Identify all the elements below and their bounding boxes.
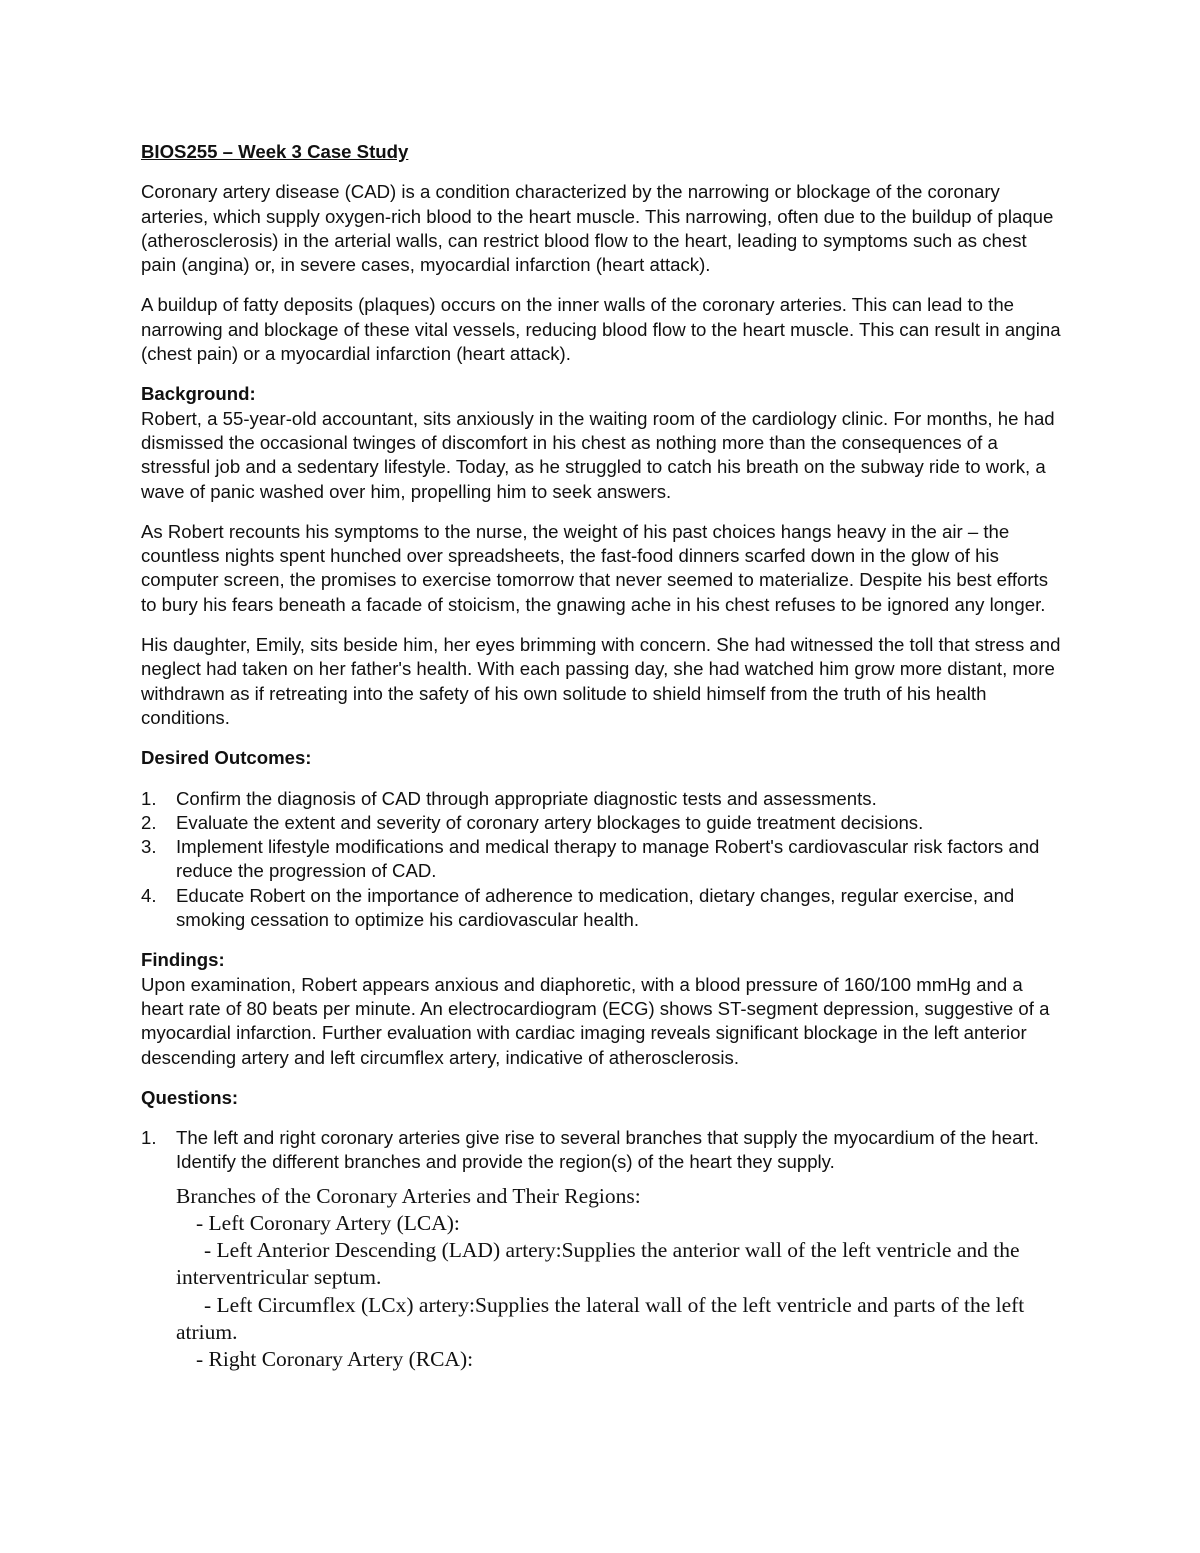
answer-block <box>176 1183 1066 1373</box>
outcome-text: Educate Robert on the importance of adherence to medication, dietary changes, regular exercise, and smoking cessation to optimize his cardiovascular health. <box>176 884 1015 931</box>
answer-title: Branches of the Coronary Arteries and Their Regions: <box>176 1183 641 1208</box>
outcome-text: Confirm the diagnosis of CAD through appropriate diagnostic tests and assessments. <box>176 787 877 809</box>
document-page <box>141 140 1066 1373</box>
questions-list <box>141 1126 1066 1175</box>
outcome-item <box>141 884 1066 933</box>
findings-paragraph: Upon examination, Robert appears anxious and diaphoretic, with a blood pressure of 160/100 mmHg and a heart rate of 80 beats per minute. An electrocardiogram (ECG) shows ST-segment depression, suggestive of a myocardial infarction. Further evaluation with cardiac imaging reveals significant blockage in the left anterior descending artery and left circumflex artery, indicative of atherosclerosis. <box>141 973 1050 1068</box>
questions-heading: Questions: <box>141 1086 239 1108</box>
answer-lcx <box>176 1292 1066 1346</box>
outcome-number: 1. <box>141 787 157 809</box>
question-text: The left and right coronary arteries give rise to several branches that supply the myocardium of the heart. Identify the different branches and provide the region(s) of the heart they supply. <box>176 1127 1039 1173</box>
outcome-item <box>141 835 1066 884</box>
outcome-number: 2. <box>141 811 157 833</box>
answer-lca: - Left Coronary Artery (LCA): <box>196 1210 460 1235</box>
background-paragraph-1: Robert, a 55-year-old accountant, sits anxiously in the waiting room of the cardiology clinic. For months, he had dismissed the occasional twinges of discomfort in his chest as nothing more than the consequences of a stressful job and a sedentary lifestyle. Today, as he struggled to catch his breath on the subway ride to work, a wave of panic washed over him, propelling him to seek answers. <box>141 407 1055 502</box>
outcome-number: 3. <box>141 836 157 858</box>
intro-paragraph-1: Coronary artery disease (CAD) is a condition characterized by the narrowing or blockage of the coronary arteries, which supply oxygen-rich blood to the heart muscle. This narrowing, often due to the buildup of plaque (atherosclerosis) in the arterial walls, can restrict blood flow to the heart, leading to symptoms such as chest pain (angina) or, in severe cases, myocardial infarction (heart attack). <box>141 181 1054 276</box>
background-heading: Background: <box>141 383 256 405</box>
outcome-item <box>141 787 1066 811</box>
outcome-text: Evaluate the extent and severity of coronary artery blockages to guide treatment decisions. <box>176 811 924 833</box>
outcomes-heading: Desired Outcomes: <box>141 747 312 769</box>
answer-rca: - Right Coronary Artery (RCA): <box>196 1346 474 1371</box>
background-paragraph-3: His daughter, Emily, sits beside him, her eyes brimming with concern. She had witnessed the toll that stress and neglect had taken on her father's health. With each passing day, she had watched him grow more distant, more withdrawn as if retreating into the safety of his own solitude to shield himself from the truth of his health conditions. <box>141 634 1061 728</box>
outcomes-list <box>141 787 1066 933</box>
answer-lcx-text: - Left Circumflex (LCx) artery:Supplies the lateral wall of the left ventricle and parts of the left atrium. <box>176 1292 1025 1344</box>
answer-lad-text: - Left Anterior Descending (LAD) artery:Supplies the anterior wall of the left ventricle and the interventricular septum. <box>176 1238 1020 1290</box>
question-item <box>141 1126 1066 1175</box>
outcome-number: 4. <box>141 884 157 906</box>
document-title: BIOS255 – Week 3 Case Study <box>141 141 409 162</box>
question-number: 1. <box>141 1127 157 1149</box>
outcome-text: Implement lifestyle modifications and medical therapy to manage Robert's cardiovascular risk factors and reduce the progression of CAD. <box>176 836 1040 882</box>
answer-lad <box>176 1237 1066 1291</box>
findings-heading: Findings: <box>141 949 225 971</box>
outcome-item <box>141 811 1066 835</box>
intro-paragraph-2: A buildup of fatty deposits (plaques) occurs on the inner walls of the coronary arteries. This can lead to the narrowing and blockage of these vital vessels, reducing blood flow to the heart muscle. This can result in angina (chest pain) or a myocardial infarction (heart attack). <box>141 294 1061 365</box>
background-paragraph-2: As Robert recounts his symptoms to the nurse, the weight of his past choices hangs heavy in the air – the countless nights spent hunched over spreadsheets, the fast-food dinners scarfed down in the glow of his computer screen, the promises to exercise tomorrow that never seemed to materialize. Despite his best efforts to bury his fears beneath a facade of stoicism, the gnawing ache in his chest refuses to be ignored any longer. <box>141 520 1049 615</box>
